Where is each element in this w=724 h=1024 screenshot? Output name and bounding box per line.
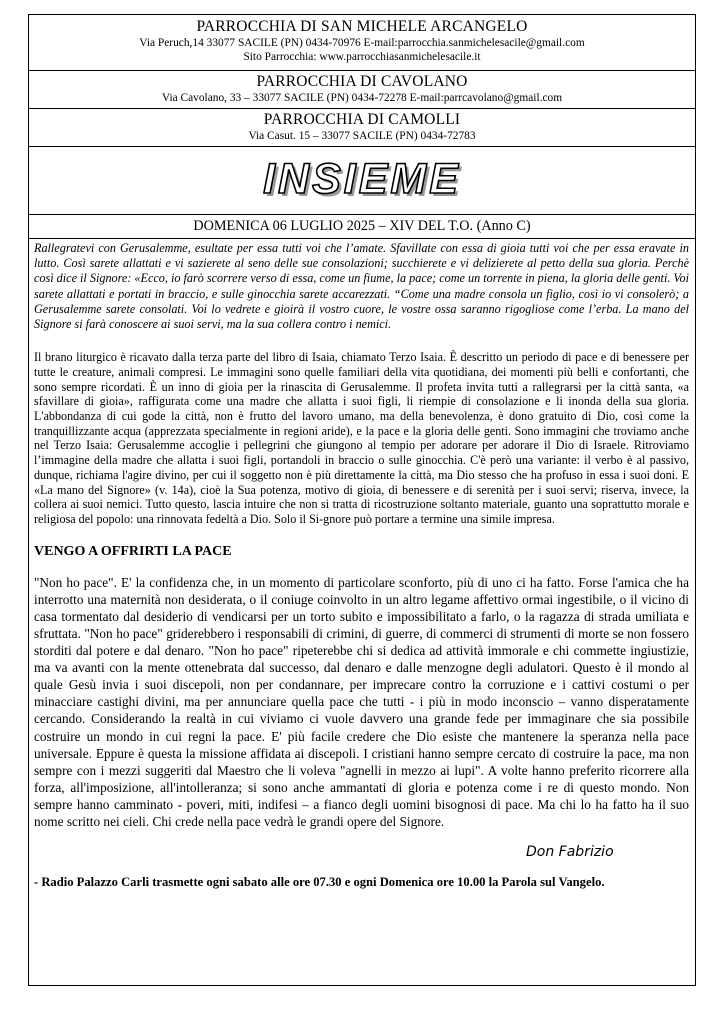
section-heading: VENGO A OFFRIRTI LA PACE [34, 543, 232, 559]
parish-website-link[interactable]: www.parrocchiasanmichelesacile.it [319, 51, 481, 63]
masthead [29, 147, 695, 215]
radio-notice: - Radio Palazzo Carli trasmette ogni sabato alle ore 07.30 e ogni Domenica ore 10.00 la Parola sul Vangelo. [34, 875, 605, 890]
parish-name: PARROCCHIA DI SAN MICHELE ARCANGELO [196, 18, 528, 35]
signature: Don Fabrizio [526, 844, 614, 861]
commentary-paragraph: Il brano liturgico è ricavato dalla terza parte del libro di Isaia, chiamato Terzo Isaia. È descritto un periodo di pace e di benessere per tutte le creature, animali compresi. Le immagini sono quelle familiari della vita quotidiana, dei momenti più belli e confortanti, che sono sempre ricordati. È un inno di gioia per la rinascita di Gerusalemme. Il profeta invita tutti a rallegrarsi per la città santa, «a sfavillare di gioia», raffigurata come una madre che allatta i suoi figli, li riempie di consolazione e li inonda della sua gloria. L'abbondanza di cui gode la città, non è frutto del lavoro umano, ma della benevolenza, è dono gratuito di Dio, così come la tranquillizzante acqua (apprezzata specialmente in regioni aride), e la pace e la gloria delle genti. Sono immagini che troviamo anche nel Terzo Isaia: Gerusalemme accoglie i pellegrini che giungono al tempio per adorare per adorare il Dio di Israele. Ritroviamo l’immagine della madre che allatta i suoi figli, portandoli in braccio o sulle ginocchia. C'è però una variante: il verbo è al passivo, dunque, richiama l'agire divino, per cui il soggetto non è più direttamente la città, ma Dio stesso che ha profuso in essa i suoi doni. E «La mano del Signore» (v. 14a), cioè la Sua potenza, motivo di gioia, di benessere e di serenità per i suoi servi; riserva, invece, la collera ai suoi nemici. Tutto questo, lascia intuire che non si tratta di ricostruzione soltanto materiale, guanto una soprattutto morale e religiosa del popolo: una rinnovata fedeltà a Dio. Solo il Si-gnore può portare a termine una simile impresa. [34, 350, 689, 526]
parish-address: Via Peruch,14 33077 SACILE (PN) 0434-70976 E-mail:parrocchia.sanmichelesacile@gmail.com [139, 37, 585, 49]
parish-site-line [29, 50, 695, 64]
parish-address: Via Cavolano, 33 – 33077 SACILE (PN) 0434-72278 E-mail:parrcavolano@gmail.com [161, 92, 563, 104]
parish-address: Via Casut. 15 – 33077 SACILE (PN) 0434-72783 [248, 130, 476, 142]
parish-header-san-michele [29, 15, 695, 71]
article-paragraph: "Non ho pace". E' la confidenza che, in un momento di particolare sconforto, più di uno ci ha fatto. Forse l'amica che ha interrotto una maternità non desiderata, o il coniuge coinvolto in un altro legame affettivo ormai ingestibile, o il vicino di casa tormentato dal desiderio di vendicarsi per un torto subito e impossibilitato a farlo, o la ragazza di strada umiliata e sfruttata. "Non ho pace" griderebbero i responsabili di crimini, di guerre, di commerci di strumenti di morte se non fossero storditi dal potere e dal denaro. "Non ho pace" ripeterebbe chi si dedica ad attività immorale e chi commette ingiustizie, ma va avanti con la mente ottenebrata dal successo, dal denaro e dalle menzogne degli adulatori. Questo è il mondo al quale Gesù invia i suoi discepoli, non per condannare, per imprecare contro la corruzione e i cattivi costumi o per minacciare castighi divini, ma per annunciare quella pace che tutti - i più in modo inconscio – vanno disperatamente cercando. Considerando la realtà in cui viviamo ci vuole davvero una grande fede per immaginare che sia possibile costruire un mondo in cui regni la pace. E' più facile credere che Dio esiste che mantenere la speranza nella pace universale. Eppure è questa la missione affidata ai discepoli. I cristiani hanno sempre cercato di costruire la pace, ma non sempre con i mezzi suggeriti dal Maestro che li voleva "agnelli in mezzo ai lupi". A volte hanno preferito ricorrere alla forza, all'imposizione, all'intolleranza; si sono anche ammantati di gloria e potenza come i re di questo mondo. Non sempre hanno camminato - poveri, miti, indifesi – a fianco degli uomini bisognosi di pace. Ma chi lo ha fatto ha il suo nome scritto nei cieli. Chi crede nella pace vedrà le grandi opere del Signore. [34, 574, 689, 829]
bulletin-title: INSIEME [263, 155, 461, 203]
scripture-quote: Rallegratevi con Gerusalemme, esultate per essa tutti voi che l’amate. Sfavillate con essa di gioia tutti voi che per essa eravate in lutto. Così sarete allattati e vi sazierete al seno delle sue consolazioni; succhierete e vi delizierete al petto della sua gloria. Perchè così dice il Signore: «Ecco, io farò scorrere verso di essa, come un fiume, la pace; come un torrente in piena, la gloria delle genti. Voi sarete allattati e portati in braccio, e sulle ginocchia sarete accarezzati. “Come una madre consola un figlio, così io vi consolerò; a Gerusalemme sarete consolati. Voi lo vedrete e gioirà il vostro cuore, le vostre ossa saranno rigogliose come l’erba. La mano del Signore si farà conoscere ai suoi servi, ma la sua collera contro i nemici. [34, 241, 689, 332]
date-line: DOMENICA 06 LUGLIO 2025 – XIV DEL T.O. (Anno C) [29, 215, 695, 239]
parish-header-camolli [29, 109, 695, 147]
site-label: Sito Parrocchia: [243, 51, 320, 63]
parish-header-cavolano [29, 71, 695, 109]
parish-name: PARROCCHIA DI CAVOLANO [256, 73, 468, 90]
parish-name: PARROCCHIA DI CAMOLLI [263, 111, 461, 128]
bulletin-content [29, 239, 695, 890]
bulletin-page [28, 14, 696, 986]
